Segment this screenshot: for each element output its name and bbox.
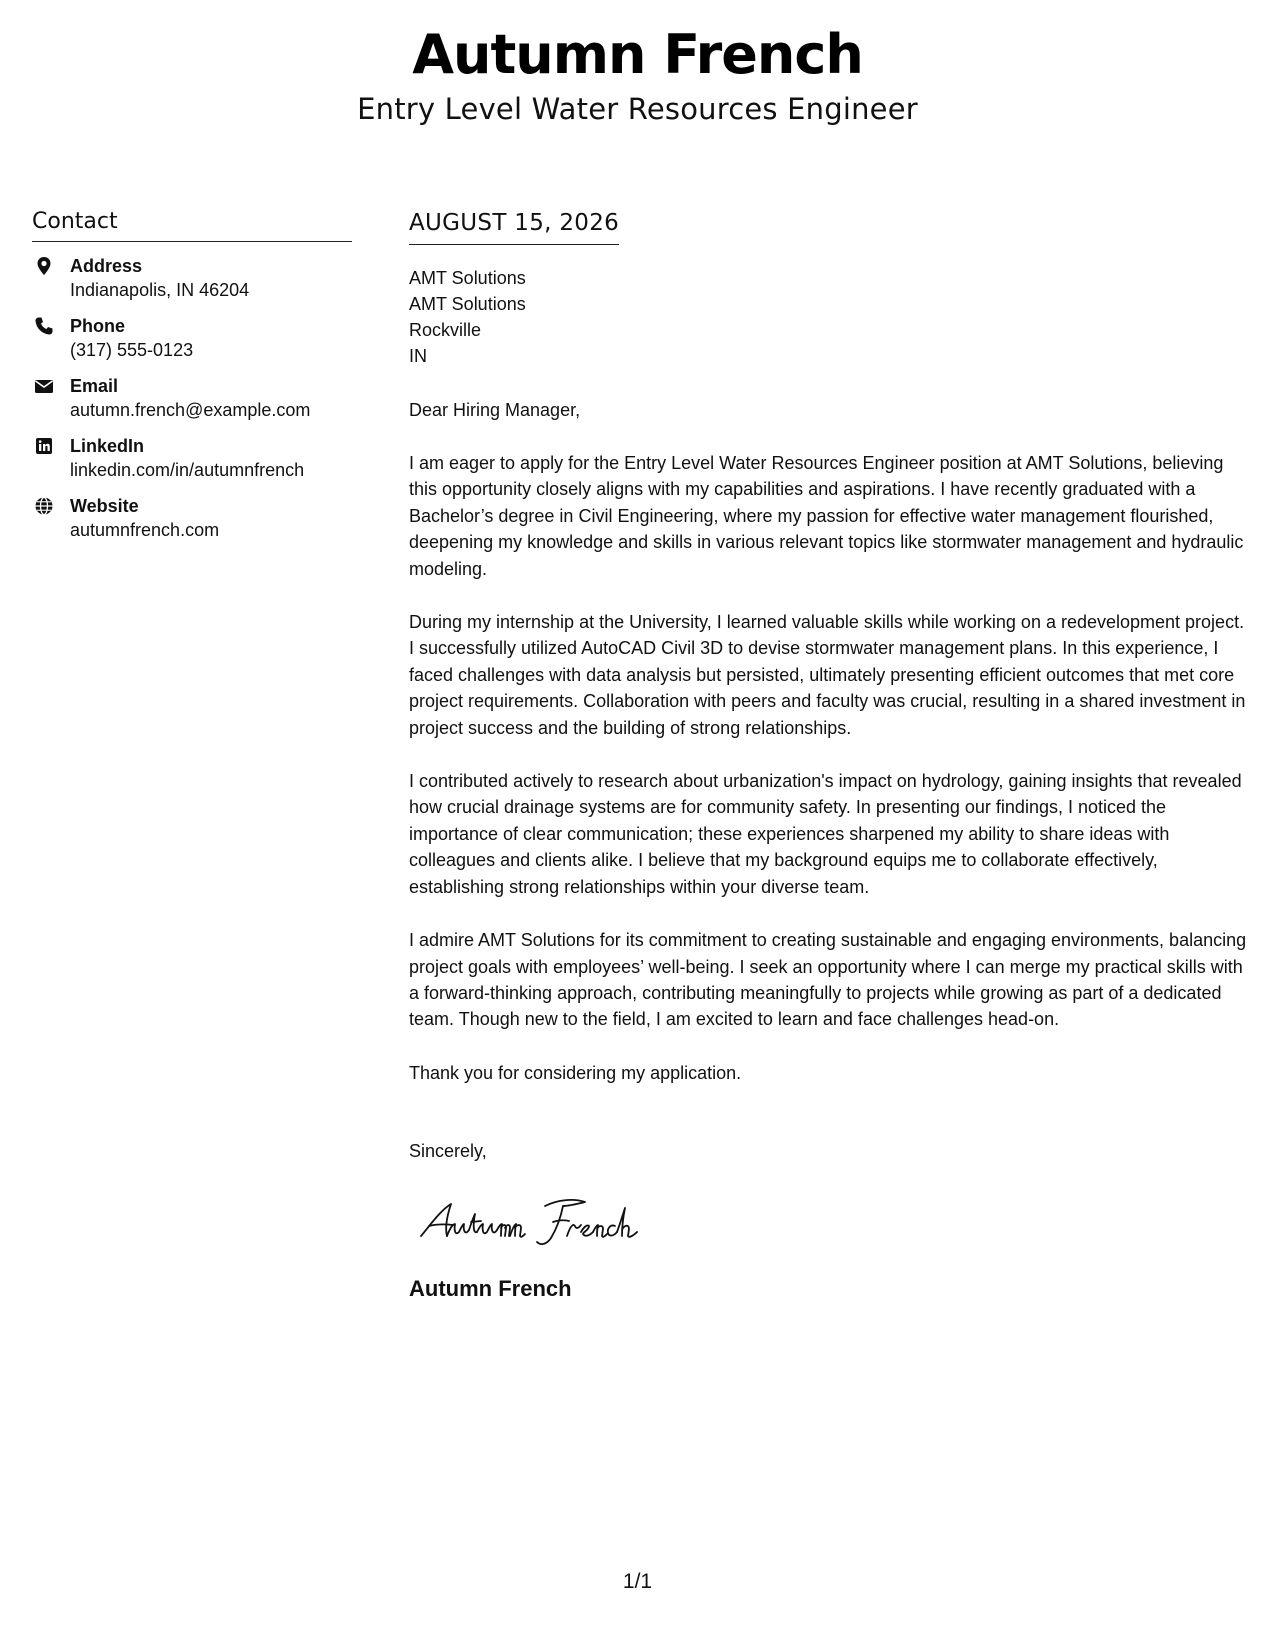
contact-label: Email xyxy=(70,376,119,396)
thanks-line: Thank you for considering my application. xyxy=(409,1062,742,1083)
body-paragraph: I am eager to apply for the Entry Level Water Resources Engineer position at AMT Solutions, believing this opportunity closely aligns with my capabilities and aspirations. I have recently graduated with a Bachelor’s degree in Civil Engineering, where my passion for effective water management flourished, deepening my knowledge and skills in various relevant topics like stormwater management and hydraulic modeling. xyxy=(409,453,1244,579)
linkedin-icon xyxy=(34,436,54,456)
salutation: Dear Hiring Manager, xyxy=(409,400,581,420)
letter-body xyxy=(409,208,1249,1304)
closing: Sincerely, xyxy=(409,1140,487,1161)
applicant-name: Autumn French xyxy=(412,23,863,86)
recipient-line: AMT Solutions xyxy=(409,268,526,288)
recipient-block xyxy=(409,265,1249,369)
globe-icon xyxy=(34,496,54,516)
letter-date: AUGUST 15, 2026 xyxy=(409,208,619,245)
body-paragraph: During my internship at the University, I learned valuable skills while working on a redevelopment project. I successfully utilized AutoCAD Civil 3D to devise stormwater management plans. In this experience, I faced challenges with data analysis but persisted, ultimately presenting efficient outcomes that met core project requirements. Collaboration with peers and faculty was crucial, resulting in a shared investment in project success and the building of strong relationships. xyxy=(409,612,1246,738)
page-number: 1/1 xyxy=(622,1570,653,1593)
contact-label: Phone xyxy=(70,316,126,336)
contact-item-email xyxy=(32,374,352,422)
letter-header xyxy=(0,20,1275,128)
recipient-line: AMT Solutions xyxy=(409,294,526,314)
contact-label: Address xyxy=(70,256,143,276)
phone-value: (317) 555-0123 xyxy=(70,340,194,360)
linkedin-value: linkedin.com/in/autumnfrench xyxy=(70,460,305,480)
map-pin-icon xyxy=(34,256,54,276)
contact-label: LinkedIn xyxy=(70,436,145,456)
recipient-line: IN xyxy=(409,346,427,366)
contact-item-linkedin xyxy=(32,434,352,482)
contact-item-phone xyxy=(32,314,352,362)
body-paragraph: I contributed actively to research about urbanization's impact on hydrology, gaining insights that revealed how crucial drainage systems are for community safety. In presenting our findings, I noticed the importance of clear communication; these experiences sharpened my ability to share ideas with colleagues and clients alike. I believe that my background equips me to collaborate effectively, establishing strong relationships within your diverse team. xyxy=(409,771,1242,897)
recipient-line: Rockville xyxy=(409,320,482,340)
phone-icon xyxy=(34,316,54,336)
contact-item-website xyxy=(32,494,352,542)
signer-name: Autumn French xyxy=(409,1275,572,1301)
contact-item-address xyxy=(32,254,352,302)
contact-heading: Contact xyxy=(32,208,352,242)
contact-label: Website xyxy=(70,496,139,516)
email-value: autumn.french@example.com xyxy=(70,400,311,420)
contact-sidebar xyxy=(32,208,352,542)
job-title: Entry Level Water Resources Engineer xyxy=(357,92,918,126)
address-value: Indianapolis, IN 46204 xyxy=(70,280,250,300)
website-value: autumnfrench.com xyxy=(70,520,220,540)
envelope-icon xyxy=(34,376,54,396)
body-paragraph: I admire AMT Solutions for its commitment to creating sustainable and engaging environments, balancing project goals with employees’ well-being. I seek an opportunity where I can merge my practical skills with a forward-thinking approach, contributing meaningfully to projects while growing as part of a dedicated team. Though new to the field, I am excited to learn and face challenges head-on. xyxy=(409,930,1247,1030)
handwritten-signature xyxy=(417,1194,1249,1254)
